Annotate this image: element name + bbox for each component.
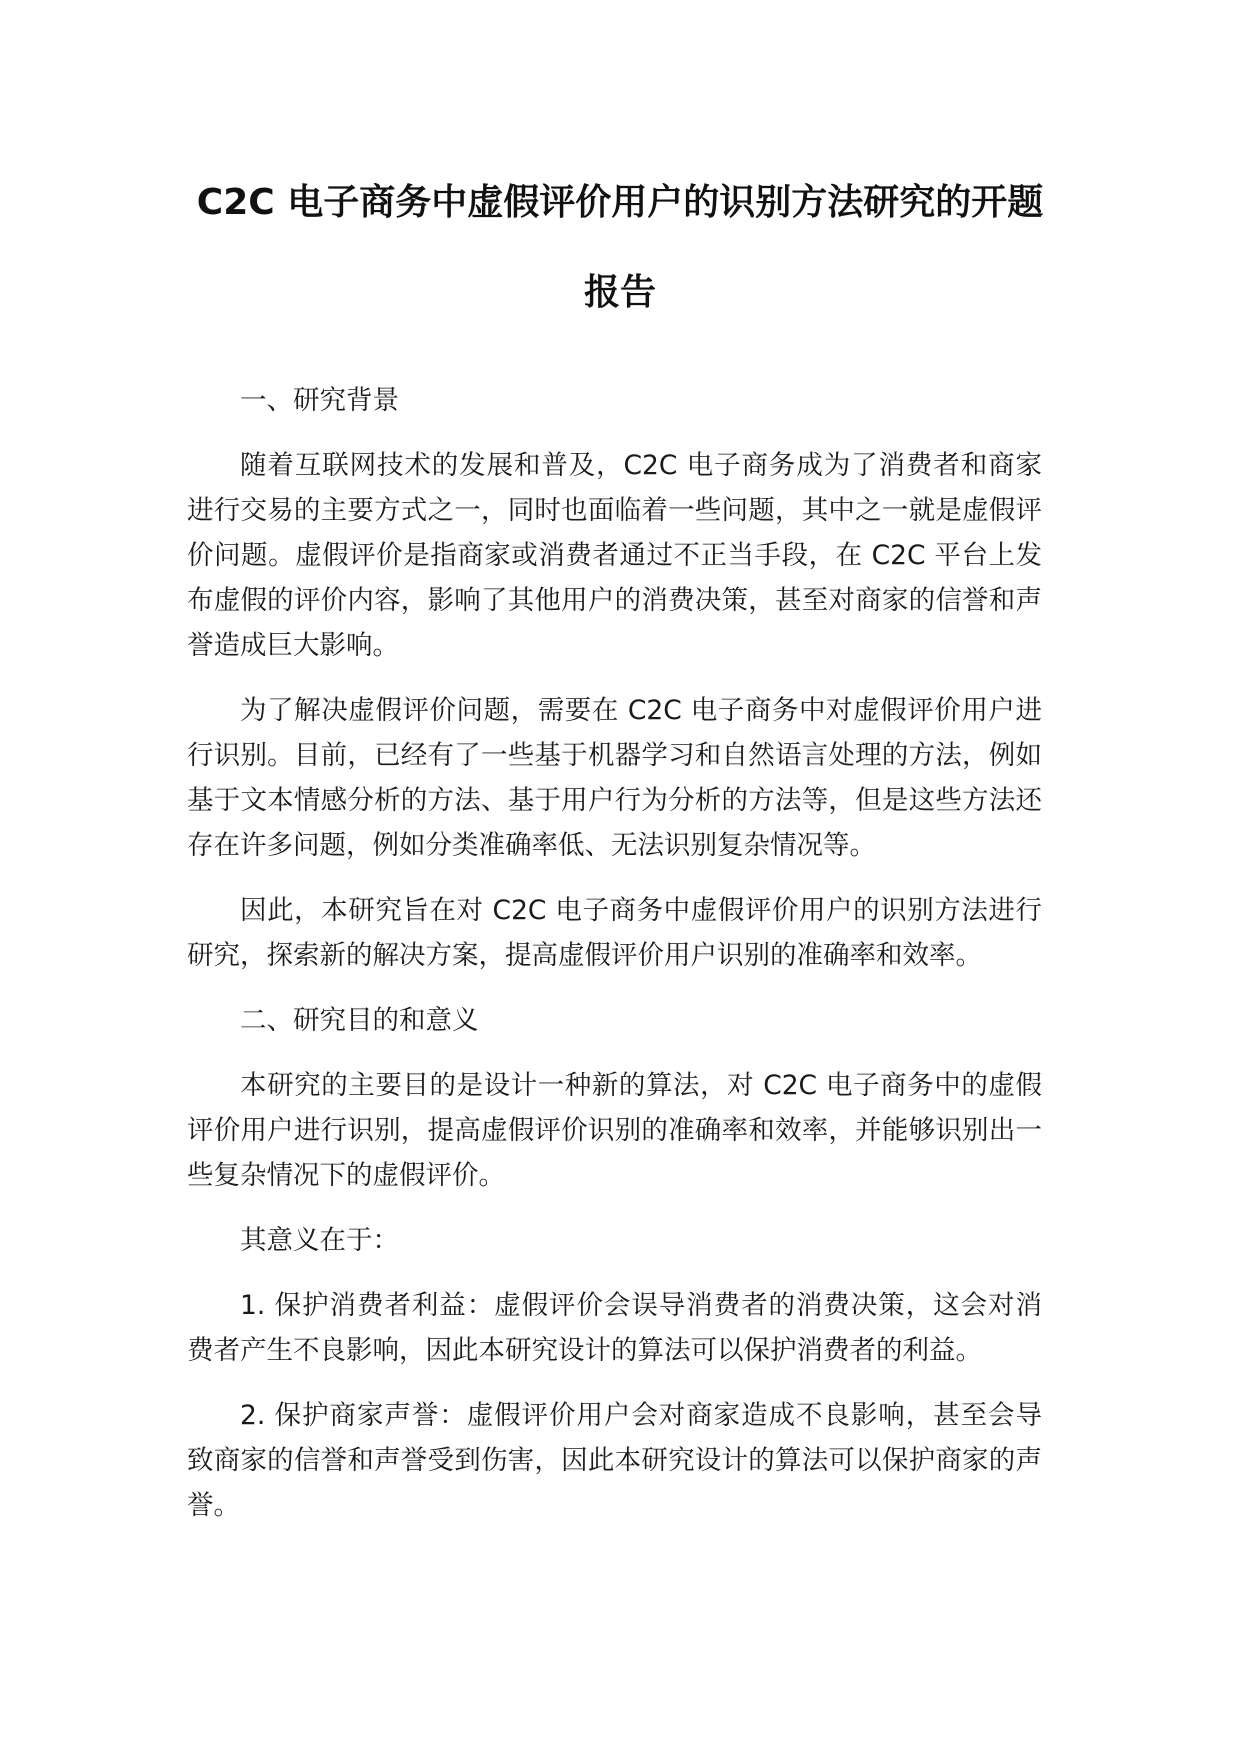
paragraph-background-3: 因此，本研究旨在对 C2C 电子商务中虚假评价用户的识别方法进行研究，探索新的解决方案，提高虚假评价用户识别的准确率和效率。 <box>187 895 1042 971</box>
paragraph-purpose-1: 本研究的主要目的是设计一种新的算法，对 C2C 电子商务中的虚假评价用户进行识别，提高虚假评价识别的准确率和效率，并能够识别出一些复杂情况下的虚假评价。 <box>187 1070 1042 1191</box>
paragraph-significance-intro: 其意义在于： <box>240 1225 399 1256</box>
list-item-significance-2: 2. 保护商家声誉：虚假评价用户会对商家造成不良影响，甚至会导致商家的信誉和声誉受到伤害，因此本研究设计的算法可以保护商家的声誉。 <box>187 1400 1042 1521</box>
document-title: C2C 电子商务中虚假评价用户的识别方法研究的开题报告 <box>196 182 1044 313</box>
document-body <box>187 378 1042 1548</box>
list-item-significance-1: 1. 保护消费者利益：虚假评价会误导消费者的消费决策，这会对消费者产生不良影响，因此本研究设计的算法可以保护消费者的利益。 <box>187 1290 1042 1366</box>
paragraph-background-2: 为了解决虚假评价问题，需要在 C2C 电子商务中对虚假评价用户进行识别。目前，已经有了一些基于机器学习和自然语言处理的方法，例如基于文本情感分析的方法、基于用户行为分析的方法等，但是这些方法还存在许多问题，例如分类准确率低、无法识别复杂情况等。 <box>187 695 1042 861</box>
section-heading-background: 一、研究背景 <box>240 385 399 416</box>
section-heading-purpose: 二、研究目的和意义 <box>240 1005 479 1036</box>
paragraph-background-1: 随着互联网技术的发展和普及，C2C 电子商务成为了消费者和商家进行交易的主要方式之一，同时也面临着一些问题，其中之一就是虚假评价问题。虚假评价是指商家或消费者通过不正当手段，在 C2C 平台上发布虚假的评价内容，影响了其他用户的消费决策，甚至对商家的信誉和声誉造成巨大影响。 <box>187 450 1042 661</box>
